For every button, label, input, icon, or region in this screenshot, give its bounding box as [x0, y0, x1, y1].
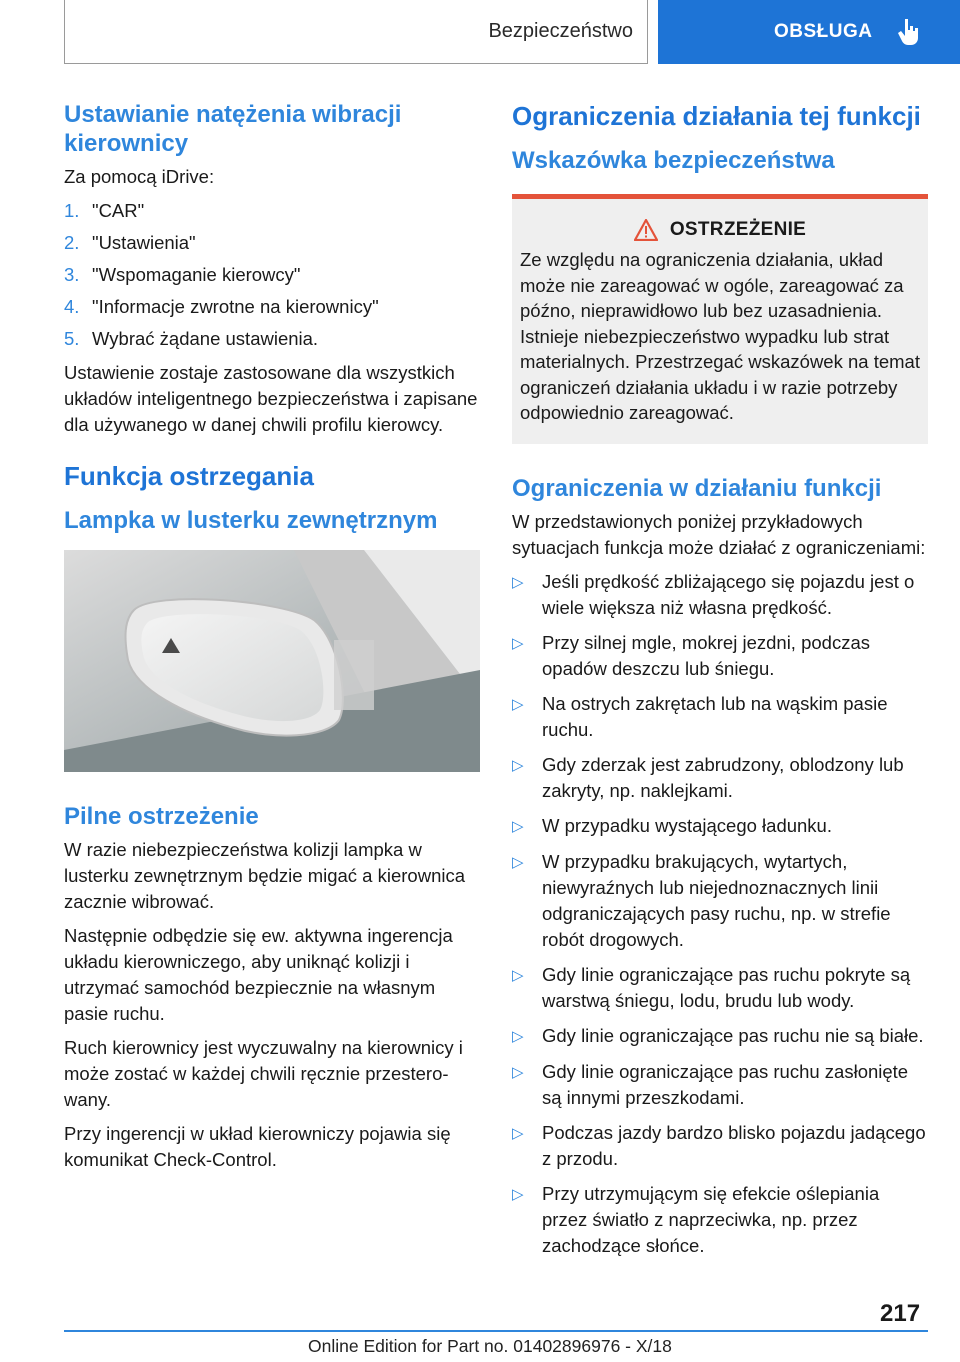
heading-vibration-intensity: Ustawianie natężenia wibracji kierownicy	[64, 101, 402, 157]
hand-pointer-icon	[897, 17, 921, 47]
triangle-bullet-icon: ▷	[512, 1027, 524, 1045]
side-mirror-image	[64, 550, 480, 772]
triangle-bullet-icon: ▷	[512, 853, 524, 871]
triangle-bullet-icon: ▷	[512, 1063, 524, 1081]
triangle-bullet-icon: ▷	[512, 966, 524, 984]
list-item: ▷ Przy silnej mgle, mokrej jezdni, podczas opadów deszczu lub śniegu.	[512, 630, 928, 682]
idrive-intro: Za pomocą iDrive:	[64, 166, 215, 187]
list-item: ▷ Gdy linie ograniczające pas ruchu zasłonięte są innymi przeszkodami.	[512, 1059, 928, 1111]
header-chapter-tab	[658, 0, 960, 64]
heading-warning-function: Funkcja ostrzegania	[64, 461, 314, 491]
warning-triangle-icon	[634, 219, 658, 241]
list-item: ▷ W przypadku brakujących, wytartych, niewyraźnych lub niejednoznacznych linii odgraniczających pasy ruchu, np. w strefie robót drogowych.	[512, 849, 928, 953]
warning-text: Ze względu na ograniczenia działania, układ może nie zareagować w ogóle, zareagować za późno, nieprawidłowo lub bez uzasadnienia. Istnieje niebezpieczeństwo wypadku lub strat materialnych. Przestrzegać wskazówek na temat ograniczeń działania układu i w razie potrzeby odpowiednio zareagować.	[520, 249, 920, 423]
paragraph: Ruch kierownicy jest wyczuwalny na kierownicy i może zostać w każdej chwili ręcznie przestero-wany.	[64, 1037, 463, 1110]
heading-mirror-lamp: Lampka w lusterku zewnętrznym	[64, 507, 438, 534]
left-column	[64, 100, 480, 1181]
list-item: 4. "Informacje zwrotne na kierownicy"	[64, 296, 379, 317]
triangle-bullet-icon: ▷	[512, 695, 524, 713]
list-item: ▷ Gdy zderzak jest zabrudzony, oblodzony lub zakryty, np. naklejkami.	[512, 752, 928, 804]
footer-divider	[64, 1330, 928, 1332]
right-column	[512, 100, 928, 1268]
heading-function-limits: Ograniczenia działania tej funkcji	[512, 101, 921, 131]
heading-urgent-warning: Pilne ostrzeżenie	[64, 803, 259, 830]
list-item: ▷ W przypadku wystającego ładunku.	[512, 813, 928, 840]
warning-title-row	[520, 219, 920, 241]
page-number: 217	[880, 1300, 921, 1327]
list-item: ▷ Gdy linie ograniczające pas ruchu nie są białe.	[512, 1023, 928, 1050]
list-item: ▷ Jeśli prędkość zbliżającego się pojazdu jest o wiele większa niż własna prędkość.	[512, 569, 928, 621]
paragraph: W razie niebezpieczeństwa kolizji lampka w lusterku zewnętrznym będzie migać a kierownica zacznie wibrować.	[64, 839, 466, 912]
limits-intro: W przedstawionych poniżej przykładowych sytuacjach funkcja może działać z ograniczeniami:	[512, 510, 926, 558]
paragraph: Następnie odbędzie się ew. aktywna ingerencja układu kierowniczego, aby uniknąć kolizji i utrzymać samochód bezpiecznie na własnym pasie ruchu.	[64, 925, 453, 1024]
setting-note: Ustawienie zostaje zastosowane dla wszystkich układów inteligentnego bezpieczeństwa i zapisane dla używanego w danej chwili profilu kierowcy.	[64, 362, 478, 435]
footer-edition: Online Edition for Part no. 01402896976 - X/18	[308, 1336, 672, 1356]
limits-list	[512, 569, 928, 1259]
list-item: ▷ Podczas jazdy bardzo blisko pojazdu jadącego z przodu.	[512, 1120, 928, 1172]
header-section-title: Bezpieczeństwo	[488, 20, 633, 42]
list-item: 2. "Ustawienia"	[64, 232, 196, 253]
warning-box	[512, 194, 928, 444]
settings-steps	[64, 198, 480, 352]
triangle-bullet-icon: ▷	[512, 573, 524, 591]
warning-title: OSTRZEŻENIE	[669, 219, 807, 240]
triangle-bullet-icon: ▷	[512, 756, 524, 774]
list-item: 5. Wybrać żądane ustawienia.	[64, 328, 319, 349]
header-section-tab	[64, 0, 648, 64]
triangle-bullet-icon: ▷	[512, 1124, 524, 1142]
header-chapter-title: OBSŁUGA	[774, 21, 873, 42]
list-item: ▷ Przy utrzymującym się efekcie oślepiania przez światło z naprzeciwka, np. przez zachodzące słońce.	[512, 1181, 928, 1259]
list-item: ▷ Gdy linie ograniczające pas ruchu pokryte są warstwą śniegu, lodu, brudu lub wody.	[512, 962, 928, 1014]
heading-safety-note: Wskazówka bezpieczeństwa	[512, 147, 835, 174]
triangle-bullet-icon: ▷	[512, 634, 524, 652]
heading-function-restrictions: Ograniczenia w działaniu funkcji	[512, 474, 882, 502]
list-item: 1. "CAR"	[64, 200, 145, 221]
list-item: 3. "Wspomaganie kierowcy"	[64, 264, 301, 285]
list-item: ▷ Na ostrych zakrętach lub na wąskim pasie ruchu.	[512, 691, 928, 743]
triangle-bullet-icon: ▷	[512, 1185, 524, 1203]
paragraph: Przy ingerencji w układ kierowniczy pojawia się komunikat Check-Control.	[64, 1123, 451, 1170]
triangle-bullet-icon: ▷	[512, 817, 524, 835]
